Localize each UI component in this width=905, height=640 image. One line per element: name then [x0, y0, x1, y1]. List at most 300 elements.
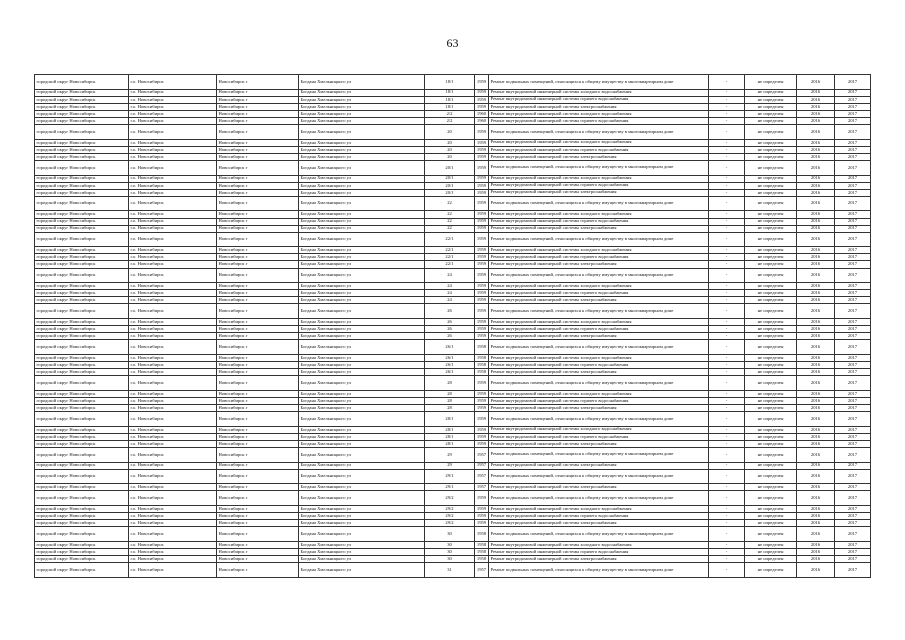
house-cell: 24	[425, 268, 475, 283]
year-built-cell: 1957	[475, 563, 489, 578]
town-cell: Новосибирск г	[217, 153, 299, 160]
street-cell: Богдана Хмельницкого ул	[299, 232, 425, 247]
dash-cell: -	[709, 513, 745, 520]
table-row	[35, 555, 871, 562]
year-built-cell: 1959	[475, 196, 489, 211]
okrug-cell: городской округ Новосибирск	[35, 404, 129, 411]
city-cell: г.о. Новосибирск	[129, 462, 217, 469]
okrug-cell: городской округ Новосибирск	[35, 110, 129, 117]
okrug-cell: городской округ Новосибирск	[35, 139, 129, 146]
dash-cell: -	[709, 175, 745, 182]
year-built-cell: 1959	[475, 412, 489, 427]
year-built-cell: 1959	[475, 505, 489, 512]
okrug-cell: городской округ Новосибирск	[35, 290, 129, 297]
street-cell: Богдана Хмельницкого ул	[299, 447, 425, 462]
house-cell: 22	[425, 225, 475, 232]
house-cell: 26/1	[425, 362, 475, 369]
end-year-cell: 2017	[835, 125, 871, 140]
start-year-cell: 2016	[797, 160, 835, 175]
start-year-cell: 2016	[797, 211, 835, 218]
town-cell: Новосибирск г	[217, 426, 299, 433]
year-built-cell: 1958	[475, 527, 489, 542]
table-row	[35, 548, 871, 555]
status-cell: не определен	[745, 362, 797, 369]
street-cell: Богдана Хмельницкого ул	[299, 160, 425, 175]
dash-cell: -	[709, 125, 745, 140]
end-year-cell: 2017	[835, 261, 871, 268]
town-cell: Новосибирск г	[217, 189, 299, 196]
dash-cell: -	[709, 362, 745, 369]
table-row	[35, 326, 871, 333]
okrug-cell: городской округ Новосибирск	[35, 89, 129, 96]
okrug-cell: городской округ Новосибирск	[35, 189, 129, 196]
street-cell: Богдана Хмельницкого ул	[299, 319, 425, 326]
city-cell: г.о. Новосибирск	[129, 211, 217, 218]
house-cell: 20	[425, 146, 475, 153]
city-cell: г.о. Новосибирск	[129, 447, 217, 462]
table-row	[35, 541, 871, 548]
work-type-cell: Ремонт внутридомовой инженерной системы холодного водоснабжения	[489, 247, 709, 254]
dash-cell: -	[709, 89, 745, 96]
work-type-cell: Ремонт подвальных помещений, относящихся к общему имуществу в многоквартирном доме	[489, 340, 709, 355]
town-cell: Новосибирск г	[217, 513, 299, 520]
city-cell: г.о. Новосибирск	[129, 247, 217, 254]
street-cell: Богдана Хмельницкого ул	[299, 555, 425, 562]
okrug-cell: городской округ Новосибирск	[35, 75, 129, 90]
city-cell: г.о. Новосибирск	[129, 340, 217, 355]
city-cell: г.о. Новосибирск	[129, 333, 217, 340]
year-built-cell: 1958	[475, 548, 489, 555]
status-cell: не определен	[745, 261, 797, 268]
town-cell: Новосибирск г	[217, 225, 299, 232]
street-cell: Богдана Хмельницкого ул	[299, 254, 425, 261]
house-cell: 20/1	[425, 182, 475, 189]
table-row	[35, 340, 871, 355]
town-cell: Новосибирск г	[217, 146, 299, 153]
start-year-cell: 2016	[797, 232, 835, 247]
house-cell: 26/1	[425, 340, 475, 355]
house-cell: 22	[425, 196, 475, 211]
start-year-cell: 2016	[797, 440, 835, 447]
city-cell: г.о. Новосибирск	[129, 125, 217, 140]
street-cell: Богдана Хмельницкого ул	[299, 563, 425, 578]
street-cell: Богдана Хмельницкого ул	[299, 340, 425, 355]
okrug-cell: городской округ Новосибирск	[35, 160, 129, 175]
work-type-cell: Ремонт внутридомовой инженерной системы холодного водоснабжения	[489, 541, 709, 548]
dash-cell: -	[709, 390, 745, 397]
end-year-cell: 2017	[835, 541, 871, 548]
end-year-cell: 2017	[835, 139, 871, 146]
start-year-cell: 2016	[797, 362, 835, 369]
house-cell: 26	[425, 326, 475, 333]
city-cell: г.о. Новосибирск	[129, 96, 217, 103]
okrug-cell: городской округ Новосибирск	[35, 268, 129, 283]
town-cell: Новосибирск г	[217, 412, 299, 427]
okrug-cell: городской округ Новосибирск	[35, 175, 129, 182]
start-year-cell: 2016	[797, 563, 835, 578]
dash-cell: -	[709, 447, 745, 462]
dash-cell: -	[709, 527, 745, 542]
city-cell: г.о. Новосибирск	[129, 376, 217, 391]
end-year-cell: 2017	[835, 527, 871, 542]
table-row	[35, 376, 871, 391]
okrug-cell: городской округ Новосибирск	[35, 211, 129, 218]
house-cell: 30	[425, 541, 475, 548]
dash-cell: -	[709, 110, 745, 117]
end-year-cell: 2017	[835, 548, 871, 555]
house-cell: 29/2	[425, 513, 475, 520]
work-type-cell: Ремонт внутридомовой инженерной системы горячего водоснабжения	[489, 96, 709, 103]
house-cell: 22/1	[425, 247, 475, 254]
start-year-cell: 2016	[797, 189, 835, 196]
town-cell: Новосибирск г	[217, 505, 299, 512]
start-year-cell: 2016	[797, 527, 835, 542]
end-year-cell: 2017	[835, 304, 871, 319]
work-type-cell: Ремонт внутридомовой инженерной системы холодного водоснабжения	[489, 175, 709, 182]
end-year-cell: 2017	[835, 153, 871, 160]
street-cell: Богдана Хмельницкого ул	[299, 110, 425, 117]
dash-cell: -	[709, 218, 745, 225]
start-year-cell: 2016	[797, 505, 835, 512]
status-cell: не определен	[745, 376, 797, 391]
start-year-cell: 2016	[797, 297, 835, 304]
town-cell: Новосибирск г	[217, 196, 299, 211]
year-built-cell: 1958	[475, 340, 489, 355]
start-year-cell: 2016	[797, 369, 835, 376]
year-built-cell: 1959	[475, 189, 489, 196]
status-cell: не определен	[745, 548, 797, 555]
street-cell: Богдана Хмельницкого ул	[299, 261, 425, 268]
city-cell: г.о. Новосибирск	[129, 426, 217, 433]
dash-cell: -	[709, 225, 745, 232]
dash-cell: -	[709, 340, 745, 355]
work-type-cell: Ремонт внутридомовой инженерной системы электроснабжения	[489, 520, 709, 527]
house-cell: 22/1	[425, 232, 475, 247]
city-cell: г.о. Новосибирск	[129, 89, 217, 96]
dash-cell: -	[709, 290, 745, 297]
city-cell: г.о. Новосибирск	[129, 182, 217, 189]
work-type-cell: Ремонт внутридомовой инженерной системы холодного водоснабжения	[489, 211, 709, 218]
dash-cell: -	[709, 541, 745, 548]
status-cell: не определен	[745, 513, 797, 520]
start-year-cell: 2016	[797, 125, 835, 140]
okrug-cell: городской округ Новосибирск	[35, 469, 129, 484]
start-year-cell: 2016	[797, 412, 835, 427]
city-cell: г.о. Новосибирск	[129, 440, 217, 447]
house-cell: 28	[425, 376, 475, 391]
status-cell: не определен	[745, 297, 797, 304]
city-cell: г.о. Новосибирск	[129, 469, 217, 484]
okrug-cell: городской округ Новосибирск	[35, 304, 129, 319]
table-row	[35, 447, 871, 462]
end-year-cell: 2017	[835, 520, 871, 527]
city-cell: г.о. Новосибирск	[129, 484, 217, 491]
dash-cell: -	[709, 354, 745, 361]
table-row	[35, 125, 871, 140]
work-type-cell: Ремонт подвальных помещений, относящихся к общему имуществу в многоквартирном доме	[489, 447, 709, 462]
city-cell: г.о. Новосибирск	[129, 326, 217, 333]
table-row	[35, 527, 871, 542]
town-cell: Новосибирск г	[217, 326, 299, 333]
dash-cell: -	[709, 254, 745, 261]
town-cell: Новосибирск г	[217, 397, 299, 404]
city-cell: г.о. Новосибирск	[129, 189, 217, 196]
town-cell: Новосибирск г	[217, 103, 299, 110]
town-cell: Новосибирск г	[217, 563, 299, 578]
work-type-cell: Ремонт внутридомовой инженерной системы холодного водоснабжения	[489, 354, 709, 361]
house-cell: 20/1	[425, 160, 475, 175]
city-cell: г.о. Новосибирск	[129, 196, 217, 211]
city-cell: г.о. Новосибирск	[129, 175, 217, 182]
house-cell: 20/1	[425, 189, 475, 196]
street-cell: Богдана Хмельницкого ул	[299, 290, 425, 297]
end-year-cell: 2017	[835, 563, 871, 578]
table-row	[35, 505, 871, 512]
status-cell: не определен	[745, 390, 797, 397]
street-cell: Богдана Хмельницкого ул	[299, 505, 425, 512]
house-cell: 28/1	[425, 440, 475, 447]
city-cell: г.о. Новосибирск	[129, 232, 217, 247]
city-cell: г.о. Новосибирск	[129, 225, 217, 232]
town-cell: Новосибирск г	[217, 555, 299, 562]
work-type-cell: Ремонт подвальных помещений, относящихся к общему имуществу в многоквартирном доме	[489, 196, 709, 211]
start-year-cell: 2016	[797, 146, 835, 153]
house-cell: 18/1	[425, 89, 475, 96]
street-cell: Богдана Хмельницкого ул	[299, 283, 425, 290]
year-built-cell: 1959	[475, 75, 489, 90]
start-year-cell: 2016	[797, 333, 835, 340]
start-year-cell: 2016	[797, 340, 835, 355]
house-cell: 22	[425, 211, 475, 218]
house-cell: 29	[425, 462, 475, 469]
street-cell: Богдана Хмельницкого ул	[299, 196, 425, 211]
dash-cell: -	[709, 211, 745, 218]
end-year-cell: 2017	[835, 369, 871, 376]
work-type-cell: Ремонт внутридомовой инженерной системы холодного водоснабжения	[489, 390, 709, 397]
town-cell: Новосибирск г	[217, 440, 299, 447]
table-row	[35, 153, 871, 160]
town-cell: Новосибирск г	[217, 362, 299, 369]
work-type-cell: Ремонт внутридомовой инженерной системы электроснабжения	[489, 462, 709, 469]
start-year-cell: 2016	[797, 484, 835, 491]
dash-cell: -	[709, 412, 745, 427]
house-cell: 2/2	[425, 110, 475, 117]
table-row	[35, 520, 871, 527]
work-type-cell: Ремонт внутридомовой инженерной системы электроснабжения	[489, 484, 709, 491]
dash-cell: -	[709, 261, 745, 268]
status-cell: не определен	[745, 247, 797, 254]
okrug-cell: городской округ Новосибирск	[35, 369, 129, 376]
street-cell: Богдана Хмельницкого ул	[299, 182, 425, 189]
dash-cell: -	[709, 153, 745, 160]
town-cell: Новосибирск г	[217, 117, 299, 124]
town-cell: Новосибирск г	[217, 369, 299, 376]
work-type-cell: Ремонт внутридомовой инженерной системы электроснабжения	[489, 404, 709, 411]
town-cell: Новосибирск г	[217, 160, 299, 175]
dash-cell: -	[709, 96, 745, 103]
table-row	[35, 333, 871, 340]
work-type-cell: Ремонт внутридомовой инженерной системы горячего водоснабжения	[489, 433, 709, 440]
end-year-cell: 2017	[835, 426, 871, 433]
table-row	[35, 462, 871, 469]
okrug-cell: городской округ Новосибирск	[35, 541, 129, 548]
work-type-cell: Ремонт внутридомовой инженерной системы горячего водоснабжения	[489, 362, 709, 369]
work-type-cell: Ремонт внутридомовой инженерной системы электроснабжения	[489, 103, 709, 110]
status-cell: не определен	[745, 89, 797, 96]
house-cell: 26	[425, 333, 475, 340]
work-type-cell: Ремонт внутридомовой инженерной системы холодного водоснабжения	[489, 139, 709, 146]
end-year-cell: 2017	[835, 268, 871, 283]
year-built-cell: 1959	[475, 297, 489, 304]
table-row	[35, 563, 871, 578]
house-cell: 28/1	[425, 412, 475, 427]
table-row	[35, 290, 871, 297]
end-year-cell: 2017	[835, 390, 871, 397]
end-year-cell: 2017	[835, 433, 871, 440]
dash-cell: -	[709, 404, 745, 411]
street-cell: Богдана Хмельницкого ул	[299, 103, 425, 110]
end-year-cell: 2017	[835, 254, 871, 261]
dash-cell: -	[709, 397, 745, 404]
city-cell: г.о. Новосибирск	[129, 555, 217, 562]
dash-cell: -	[709, 376, 745, 391]
start-year-cell: 2016	[797, 319, 835, 326]
start-year-cell: 2016	[797, 225, 835, 232]
status-cell: не определен	[745, 354, 797, 361]
okrug-cell: городской округ Новосибирск	[35, 426, 129, 433]
okrug-cell: городской округ Новосибирск	[35, 354, 129, 361]
dash-cell: -	[709, 247, 745, 254]
city-cell: г.о. Новосибирск	[129, 513, 217, 520]
street-cell: Богдана Хмельницкого ул	[299, 268, 425, 283]
dash-cell: -	[709, 146, 745, 153]
dash-cell: -	[709, 326, 745, 333]
town-cell: Новосибирск г	[217, 548, 299, 555]
status-cell: не определен	[745, 211, 797, 218]
town-cell: Новосибирск г	[217, 75, 299, 90]
work-type-cell: Ремонт внутридомовой инженерной системы горячего водоснабжения	[489, 218, 709, 225]
work-type-cell: Ремонт внутридомовой инженерной системы холодного водоснабжения	[489, 110, 709, 117]
house-cell: 28	[425, 390, 475, 397]
table-row	[35, 232, 871, 247]
city-cell: г.о. Новосибирск	[129, 319, 217, 326]
house-cell: 28/1	[425, 426, 475, 433]
end-year-cell: 2017	[835, 225, 871, 232]
start-year-cell: 2016	[797, 103, 835, 110]
okrug-cell: городской округ Новосибирск	[35, 433, 129, 440]
year-built-cell: 1958	[475, 362, 489, 369]
status-cell: не определен	[745, 404, 797, 411]
table-row	[35, 390, 871, 397]
year-built-cell: 1957	[475, 469, 489, 484]
street-cell: Богдана Хмельницкого ул	[299, 326, 425, 333]
street-cell: Богдана Хмельницкого ул	[299, 362, 425, 369]
dash-cell: -	[709, 160, 745, 175]
year-built-cell: 1959	[475, 254, 489, 261]
city-cell: г.о. Новосибирск	[129, 261, 217, 268]
work-type-cell: Ремонт внутридомовой инженерной системы холодного водоснабжения	[489, 505, 709, 512]
house-cell: 20/1	[425, 175, 475, 182]
year-built-cell: 1959	[475, 333, 489, 340]
city-cell: г.о. Новосибирск	[129, 268, 217, 283]
town-cell: Новосибирск г	[217, 354, 299, 361]
house-cell: 30	[425, 555, 475, 562]
status-cell: не определен	[745, 563, 797, 578]
end-year-cell: 2017	[835, 110, 871, 117]
table-row	[35, 182, 871, 189]
town-cell: Новосибирск г	[217, 484, 299, 491]
street-cell: Богдана Хмельницкого ул	[299, 89, 425, 96]
start-year-cell: 2016	[797, 462, 835, 469]
street-cell: Богдана Хмельницкого ул	[299, 404, 425, 411]
okrug-cell: городской округ Новосибирск	[35, 376, 129, 391]
status-cell: не определен	[745, 196, 797, 211]
table-row	[35, 354, 871, 361]
year-built-cell: 1959	[475, 433, 489, 440]
work-type-cell: Ремонт внутридомовой инженерной системы электроснабжения	[489, 153, 709, 160]
town-cell: Новосибирск г	[217, 491, 299, 506]
dash-cell: -	[709, 491, 745, 506]
year-built-cell: 1959	[475, 283, 489, 290]
okrug-cell: городской округ Новосибирск	[35, 103, 129, 110]
town-cell: Новосибирск г	[217, 232, 299, 247]
dash-cell: -	[709, 75, 745, 90]
year-built-cell: 1957	[475, 484, 489, 491]
okrug-cell: городской округ Новосибирск	[35, 447, 129, 462]
end-year-cell: 2017	[835, 96, 871, 103]
start-year-cell: 2016	[797, 117, 835, 124]
town-cell: Новосибирск г	[217, 290, 299, 297]
dash-cell: -	[709, 182, 745, 189]
okrug-cell: городской округ Новосибирск	[35, 117, 129, 124]
start-year-cell: 2016	[797, 153, 835, 160]
page-number: 63	[446, 36, 459, 50]
city-cell: г.о. Новосибирск	[129, 541, 217, 548]
status-cell: не определен	[745, 555, 797, 562]
year-built-cell: 1959	[475, 160, 489, 175]
city-cell: г.о. Новосибирск	[129, 290, 217, 297]
city-cell: г.о. Новосибирск	[129, 491, 217, 506]
street-cell: Богдана Хмельницкого ул	[299, 75, 425, 90]
table-row	[35, 211, 871, 218]
end-year-cell: 2017	[835, 484, 871, 491]
house-cell: 26/1	[425, 354, 475, 361]
end-year-cell: 2017	[835, 103, 871, 110]
start-year-cell: 2016	[797, 390, 835, 397]
table-row	[35, 369, 871, 376]
house-cell: 20	[425, 125, 475, 140]
status-cell: не определен	[745, 462, 797, 469]
street-cell: Богдана Хмельницкого ул	[299, 146, 425, 153]
end-year-cell: 2017	[835, 491, 871, 506]
table-row	[35, 404, 871, 411]
start-year-cell: 2016	[797, 548, 835, 555]
city-cell: г.о. Новосибирск	[129, 404, 217, 411]
work-type-cell: Ремонт подвальных помещений, относящихся к общему имуществу в многоквартирном доме	[489, 268, 709, 283]
dash-cell: -	[709, 369, 745, 376]
start-year-cell: 2016	[797, 354, 835, 361]
status-cell: не определен	[745, 369, 797, 376]
street-cell: Богдана Хмельницкого ул	[299, 247, 425, 254]
town-cell: Новосибирск г	[217, 268, 299, 283]
city-cell: г.о. Новосибирск	[129, 527, 217, 542]
start-year-cell: 2016	[797, 541, 835, 548]
city-cell: г.о. Новосибирск	[129, 218, 217, 225]
year-built-cell: 1959	[475, 390, 489, 397]
okrug-cell: городской округ Новосибирск	[35, 555, 129, 562]
year-built-cell: 1959	[475, 290, 489, 297]
dash-cell: -	[709, 484, 745, 491]
